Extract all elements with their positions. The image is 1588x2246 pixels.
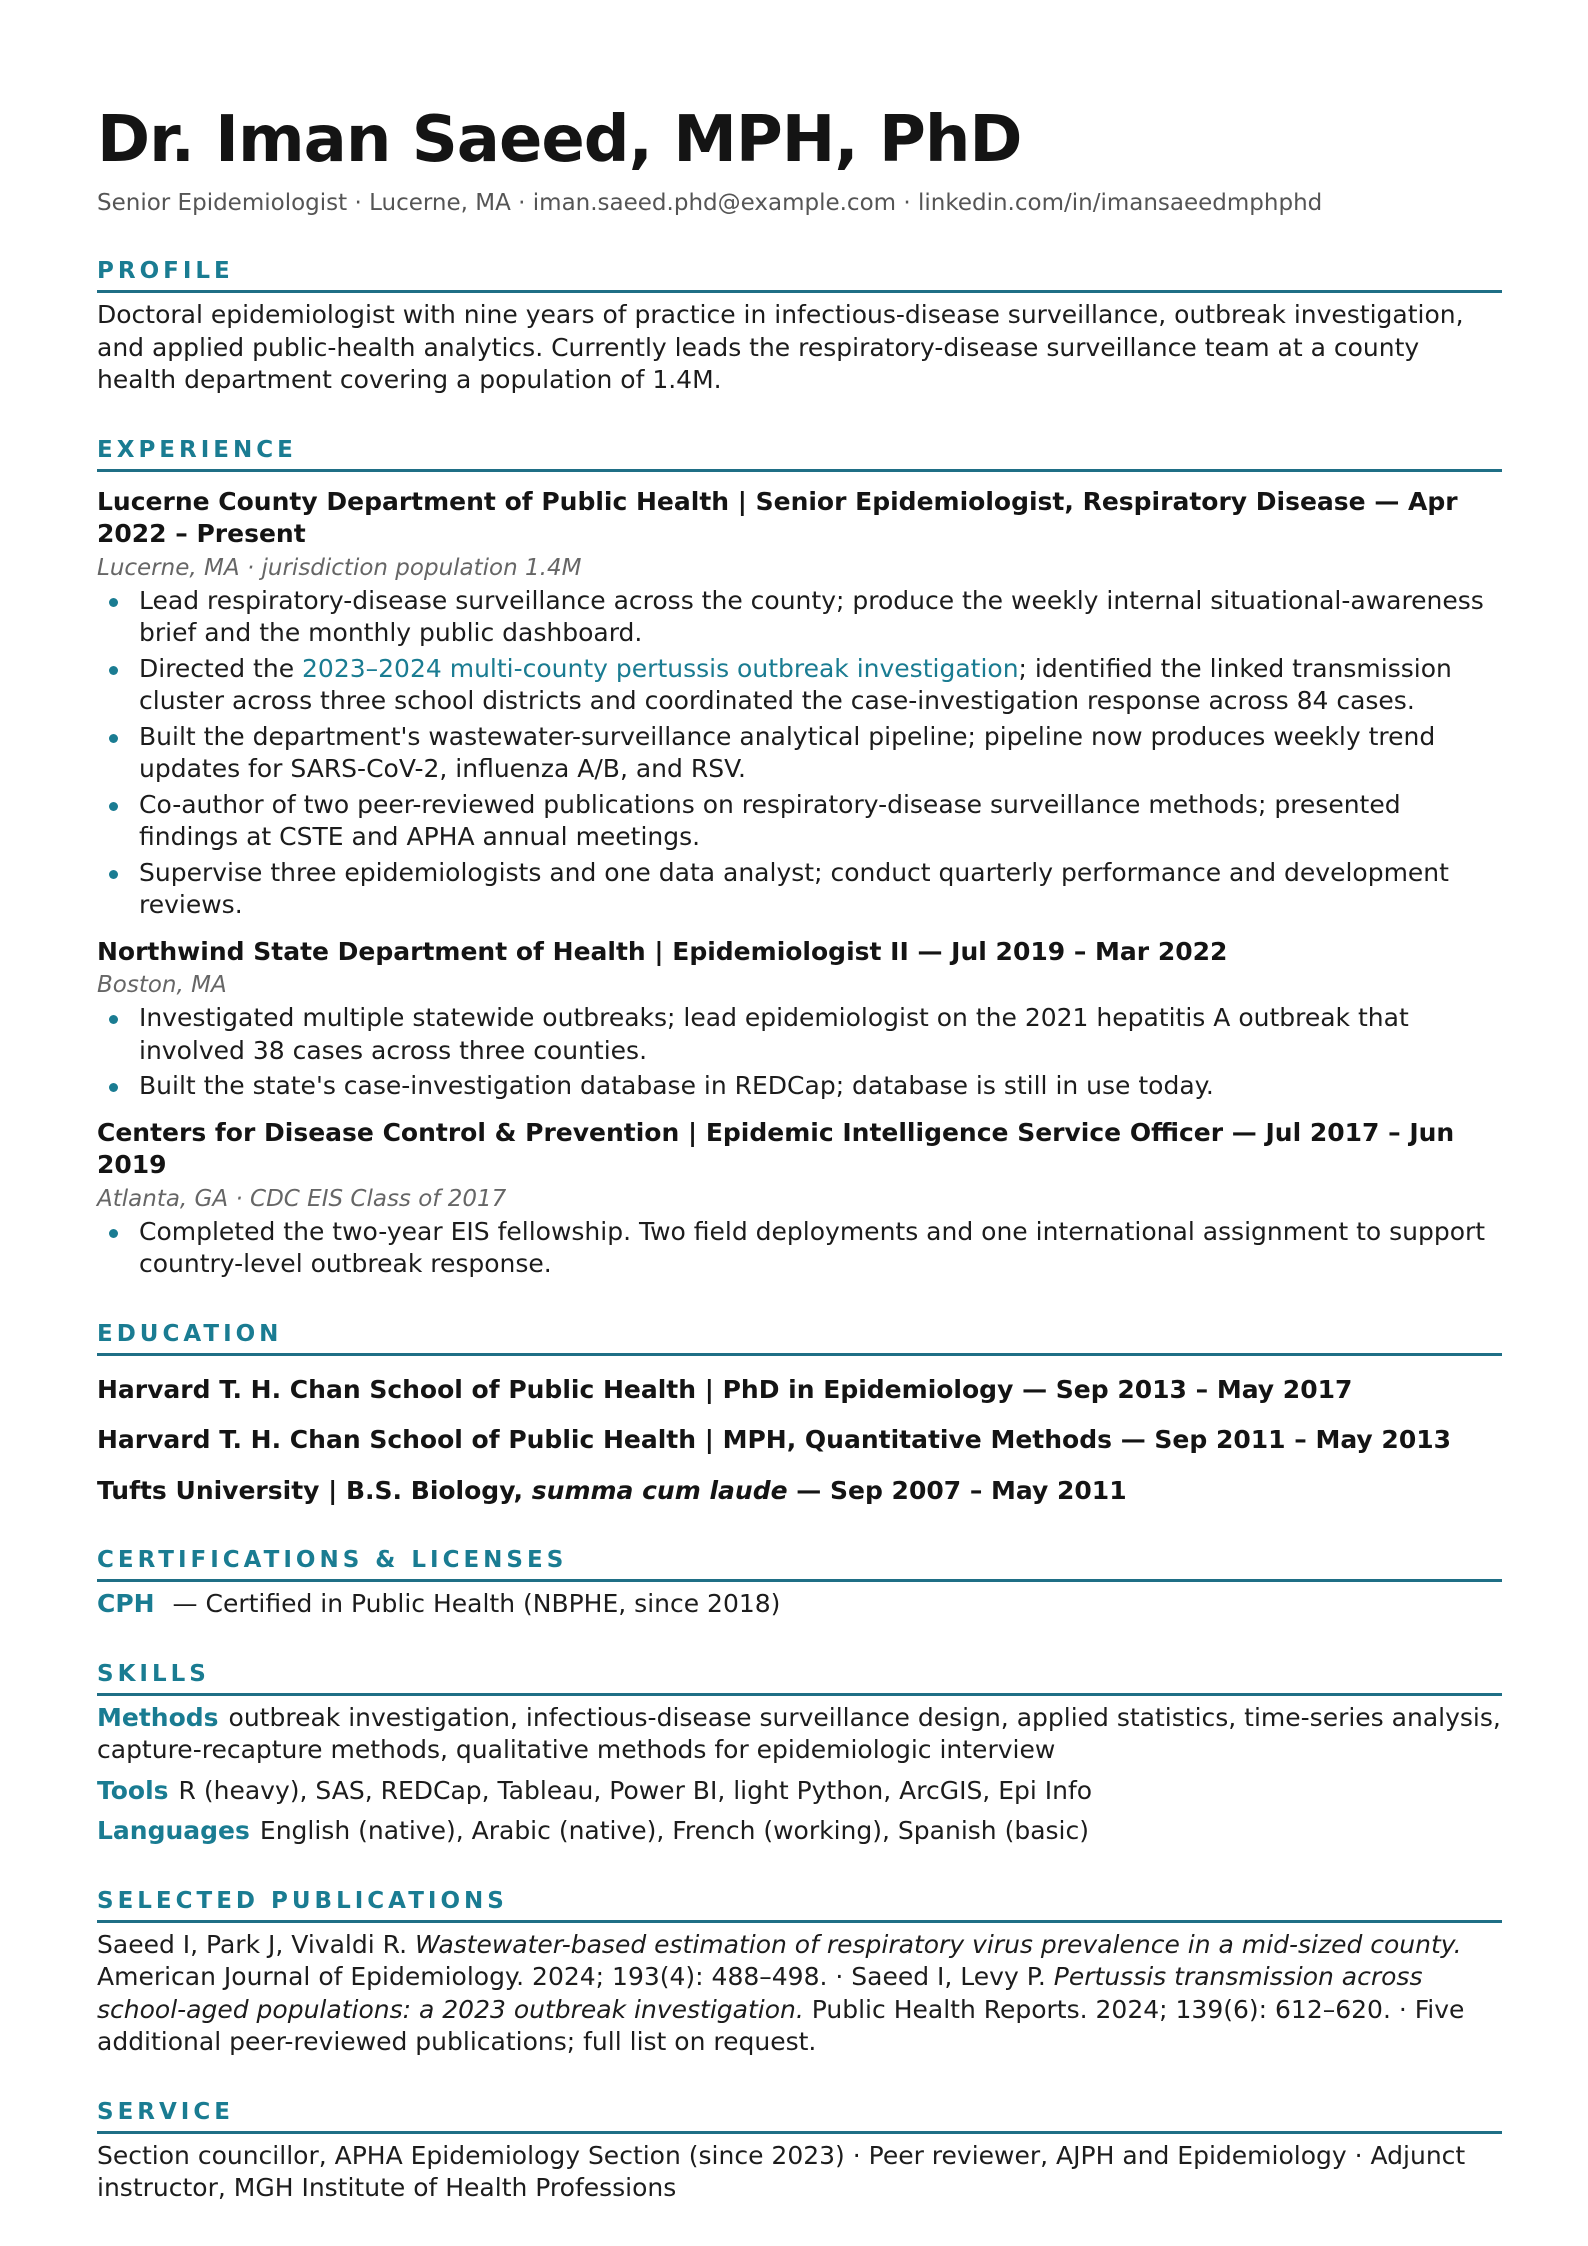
bullet-dot-icon	[109, 1083, 118, 1092]
bullet-text: Built the state's case-investigation database in REDCap; database is still in use today.	[139, 1071, 1214, 1100]
candidate-name: Dr. Iman Saeed, MPH, PhD	[97, 103, 1022, 177]
bullet-dot-icon	[109, 802, 118, 811]
certifications-section	[97, 1545, 1502, 1621]
bullet-text-pre: Directed the	[139, 653, 303, 683]
job-entry	[97, 936, 1502, 1103]
job-meta: Atlanta, GA · CDC EIS Class of 2017	[97, 1185, 507, 1212]
certification-text: — Certified in Public Health (NBPHE, since 2018)	[164, 1589, 781, 1618]
bullet-dot-icon	[109, 1229, 118, 1238]
education-section	[97, 1319, 1502, 1508]
bullet-item	[97, 789, 1502, 854]
pub-title: Pertussis transmission across school-aged populations: a 2023 outbreak investigation.	[97, 1962, 1423, 2024]
bullet-item	[97, 1216, 1502, 1281]
section-title-publications: SELECTED PUBLICATIONS	[97, 1886, 1502, 1923]
bullet-text: Co-author of two peer-reviewed publications on respiratory-disease surveillance methods; presented findings at CSTE and APHA annual meetings.	[139, 789, 1401, 851]
bullet-dot-icon	[109, 1015, 118, 1024]
bullet-item	[97, 585, 1502, 650]
experience-section	[97, 435, 1502, 1281]
section-title-skills: SKILLS	[97, 1659, 1502, 1696]
bullet-dot-icon	[109, 666, 118, 675]
section-title-service: SERVICE	[97, 2097, 1502, 2134]
skill-text: R (heavy), SAS, REDCap, Tableau, Power BI, light Python, ArcGIS, Epi Info	[178, 1775, 1093, 1805]
bullet-item	[97, 1070, 1502, 1103]
profile-section	[97, 256, 1502, 397]
job-meta: Lucerne, MA · jurisdiction population 1.4M	[97, 554, 582, 581]
section-title-certifications: CERTIFICATIONS & LICENSES	[97, 1545, 1502, 1582]
job-meta: Boston, MA	[97, 972, 227, 998]
bullet-text: Lead respiratory-disease surveillance across the county; produce the weekly internal situational-awareness brief and the monthly public dashboard.	[139, 585, 1484, 647]
skills-section	[97, 1659, 1502, 1848]
section-title-education: EDUCATION	[97, 1319, 1502, 1356]
education-text-post: — Sep 2007 – May 2011	[787, 1475, 1127, 1505]
education-text-pre: Tufts University | B.S. Biology,	[97, 1475, 532, 1505]
pub-title: Wastewater-based estimation of respiratory virus prevalence in a mid-sized county.	[414, 1929, 1462, 1959]
bullet-item	[97, 721, 1502, 786]
pub-authors: Saeed I, Park J, Vivaldi R.	[97, 1929, 415, 1959]
skill-label: Tools	[97, 1775, 169, 1805]
bullet-item	[97, 857, 1502, 922]
profile-text: Doctoral epidemiologist with nine years of practice in infectious-disease surveillance, outbreak investigation, and applied public-health analytics. Currently leads the respiratory-disease surveillance team at a county health department covering a population of 1.4M.	[97, 300, 1464, 394]
job-bullets	[97, 1002, 1502, 1103]
skill-row	[97, 1702, 1502, 1767]
honors-text: summa cum laude	[531, 1475, 788, 1505]
skill-row	[97, 1815, 1502, 1848]
education-item	[97, 1475, 1502, 1508]
section-title-profile: PROFILE	[97, 256, 1502, 293]
skill-text: outbreak investigation, infectious-disease surveillance design, applied statistics, time-series analysis, capture-recapture methods, qualitative methods for epidemiologic interview	[97, 1702, 1501, 1764]
job-entry	[97, 486, 1502, 922]
job-title: Centers for Disease Control & Prevention | Epidemic Intelligence Service Officer — Jul 2017 – Jun 2019	[97, 1117, 1455, 1179]
bullet-text-post: ; identified the linked transmission cluster across three school districts and coordinated the case-investigation response across 84 cases.	[139, 653, 1452, 715]
publications-section	[97, 1886, 1502, 2059]
section-title-experience: EXPERIENCE	[97, 435, 1502, 472]
skill-row	[97, 1775, 1502, 1808]
bullet-item	[97, 653, 1502, 718]
contact-line: Senior Epidemiologist · Lucerne, MA · iman.saeed.phd@example.com · linkedin.com/in/imansaeedmphphd	[97, 190, 1323, 216]
bullet-item	[97, 1002, 1502, 1067]
pub-rest: American Journal of Epidemiology. 2024; 193(4): 488–498. · Saeed I, Levy P.	[97, 1962, 1054, 1991]
bullet-text: Completed the two-year EIS fellowship. Two field deployments and one international assignment to support country-level outbreak response.	[139, 1216, 1486, 1278]
education-item: Harvard T. H. Chan School of Public Health | MPH, Quantitative Methods — Sep 2011 – May 2013	[97, 1425, 1452, 1454]
service-text: Section councillor, APHA Epidemiology Section (since 2023) · Peer reviewer, AJPH and Epidemiology · Adjunct instructor, MGH Institute of Health Professions	[97, 2140, 1466, 2202]
publications-text	[97, 1929, 1502, 2059]
job-entry	[97, 1117, 1502, 1281]
service-section	[97, 2097, 1502, 2205]
certification-label: CPH	[97, 1589, 155, 1618]
skill-text: English (native), Arabic (native), French (working), Spanish (basic)	[259, 1816, 1089, 1845]
bullet-text: Investigated multiple statewide outbreaks; lead epidemiologist on the 2021 hepatitis A outbreak that involved 38 cases across three counties.	[139, 1003, 1409, 1065]
bullet-dot-icon	[109, 598, 118, 607]
job-title: Northwind State Department of Health | Epidemiologist II — Jul 2019 – Mar 2022	[97, 936, 1228, 966]
education-item: Harvard T. H. Chan School of Public Health | PhD in Epidemiology — Sep 2013 – May 2017	[97, 1374, 1353, 1404]
job-bullets	[97, 1216, 1502, 1281]
job-bullets	[97, 585, 1502, 922]
bullet-text: Supervise three epidemiologists and one data analyst; conduct quarterly performance and development reviews.	[139, 857, 1449, 919]
bullet-dot-icon	[109, 870, 118, 879]
job-title: Lucerne County Department of Public Health | Senior Epidemiologist, Respiratory Disease — Apr 2022 – Present	[97, 486, 1458, 548]
skill-label: Languages	[97, 1816, 250, 1845]
bullet-text: Built the department's wastewater-surveillance analytical pipeline; pipeline now produces weekly trend updates for SARS-CoV-2, influenza A/B, and RSV.	[139, 721, 1436, 783]
outbreak-investigation-link[interactable]: 2023–2024 multi-county pertussis outbreak investigation	[302, 653, 1019, 683]
bullet-dot-icon	[109, 734, 118, 743]
certification-item	[97, 1588, 1502, 1621]
skill-label: Methods	[97, 1702, 219, 1732]
pub-rest: Public Health Reports. 2024; 139(6): 612–620. · Five additional peer-reviewed publications; full list on request.	[97, 1994, 1465, 2056]
